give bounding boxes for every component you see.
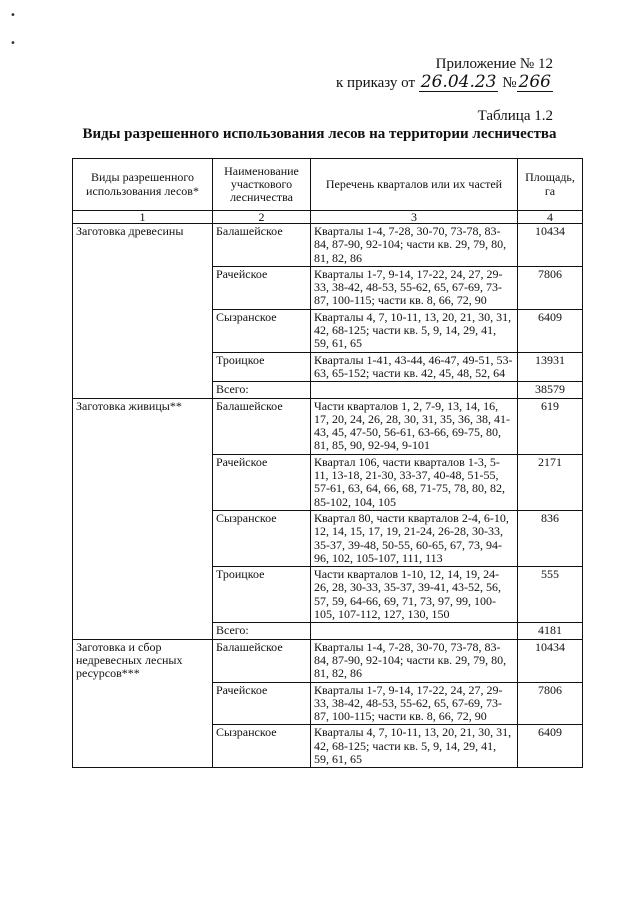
quarters-cell: Кварталы 4, 7, 10-11, 13, 20, 21, 30, 31, 42, 68-125; части кв. 5, 9, 14, 29, 41, 59, 61, 65: [311, 309, 518, 352]
area-cell: 10434: [518, 224, 583, 267]
area-cell: 2171: [518, 454, 583, 510]
scan-mark: •: [10, 10, 16, 21]
table-row: [73, 639, 583, 682]
forestry-cell: Балашейское: [213, 224, 311, 267]
total-area: 4181: [518, 623, 583, 639]
forestry-cell: Рачейское: [213, 682, 311, 725]
forestry-cell: Сызранское: [213, 725, 311, 768]
column-number: 3: [311, 211, 518, 224]
appendix-number: Приложение № 12: [435, 56, 553, 72]
area-cell: 6409: [518, 725, 583, 768]
column-number: 1: [73, 211, 213, 224]
area-cell: 7806: [518, 682, 583, 725]
column-number-row: [73, 211, 583, 224]
area-cell: 6409: [518, 309, 583, 352]
scan-mark: •: [10, 38, 16, 49]
quarters-cell: Кварталы 1-41, 43-44, 46-47, 49-51, 53-63, 65-152; части кв. 42, 45, 48, 52, 64: [311, 352, 518, 382]
quarters-cell: Части кварталов 1, 2, 7-9, 13, 14, 16, 17, 20, 24, 26, 28, 30, 31, 35, 36, 38, 41-43, 45, 47-50, 56-61, 63-66, 69-75, 80, 81, 85, 90, 92-94, 9-101: [311, 398, 518, 454]
total-label: Всего:: [213, 623, 311, 639]
table-title: Виды разрешенного использования лесов на территории лесничества: [82, 126, 557, 142]
quarters-cell: [311, 382, 518, 398]
quarters-cell: Квартал 106, части кварталов 1-3, 5-11, 13-18, 21-30, 33-37, 40-48, 51-55, 57-61, 63, 64, 66, 68, 71-75, 78, 80, 82, 85-102, 104, 105: [311, 454, 518, 510]
area-cell: 7806: [518, 266, 583, 309]
use-type-cell: Заготовка и сбор недревесных лесных ресурсов***: [73, 639, 213, 768]
quarters-cell: Кварталы 1-4, 7-28, 30-70, 73-78, 83-84, 87-90, 92-104; части кв. 29, 79, 80, 81, 82, 86: [311, 224, 518, 267]
column-number: 4: [518, 211, 583, 224]
table-label: Таблица 1.2: [477, 108, 553, 124]
quarters-cell: Кварталы 1-4, 7-28, 30-70, 73-78, 83-84, 87-90, 92-104; части кв. 29, 79, 80, 81, 82, 86: [311, 639, 518, 682]
quarters-cell: Части кварталов 1-10, 12, 14, 19, 24-26, 28, 30-33, 35-37, 39-41, 43-52, 56, 57, 59, 64-66, 69, 71, 73, 97, 99, 100-105, 107-112, 127, 130, 150: [311, 567, 518, 623]
column-header-use-type: Виды разрешенного использования лесов*: [73, 159, 213, 211]
forestry-cell: Сызранское: [213, 510, 311, 566]
forestry-cell: Троицкое: [213, 567, 311, 623]
column-header-forestry: Наименование участкового лесничества: [213, 159, 311, 211]
quarters-cell: Кварталы 1-7, 9-14, 17-22, 24, 27, 29-33, 38-42, 48-53, 55-62, 65, 67-69, 73-87, 100-115; части кв. 8, 66, 72, 90: [311, 266, 518, 309]
forestry-cell: Сызранское: [213, 309, 311, 352]
forestry-cell: Балашейское: [213, 398, 311, 454]
total-area: 38579: [518, 382, 583, 398]
total-label: Всего:: [213, 382, 311, 398]
area-cell: 13931: [518, 352, 583, 382]
order-prefix: к приказу от: [336, 75, 416, 91]
column-number: 2: [213, 211, 311, 224]
forestry-cell: Троицкое: [213, 352, 311, 382]
column-header-quarters: Перечень кварталов или их частей: [311, 159, 518, 211]
area-cell: 10434: [518, 639, 583, 682]
forestry-cell: Рачейское: [213, 266, 311, 309]
forestry-cell: Балашейское: [213, 639, 311, 682]
appendix-header: [336, 55, 553, 93]
area-cell: 836: [518, 510, 583, 566]
table-row: [73, 224, 583, 267]
use-type-cell: Заготовка живицы**: [73, 398, 213, 639]
number-sign: №: [502, 75, 517, 91]
forestry-cell: Рачейское: [213, 454, 311, 510]
quarters-cell: [311, 623, 518, 639]
order-date: 26.04.23: [420, 72, 497, 92]
area-cell: 555: [518, 567, 583, 623]
area-cell: 619: [518, 398, 583, 454]
quarters-cell: Кварталы 4, 7, 10-11, 13, 20, 21, 30, 31, 42, 68-125; части кв. 5, 9, 14, 29, 41, 59, 61, 65: [311, 725, 518, 768]
quarters-cell: Кварталы 1-7, 9-14, 17-22, 24, 27, 29-33, 38-42, 48-53, 55-62, 65, 67-69, 73-87, 100-115; части кв. 8, 66, 72, 90: [311, 682, 518, 725]
forest-use-table: [72, 158, 583, 768]
order-reference: [336, 74, 553, 93]
table-header-row: [73, 159, 583, 211]
table-row: [73, 398, 583, 454]
order-number: 266: [518, 72, 551, 92]
column-header-area: Площадь, га: [518, 159, 583, 211]
quarters-cell: Квартал 80, части кварталов 2-4, 6-10, 12, 14, 15, 17, 19, 21-24, 26-28, 30-33, 35-37, 39-48, 50-55, 60-65, 67, 73, 94-96, 102, 105-107, 111, 113: [311, 510, 518, 566]
use-type-cell: Заготовка древесины: [73, 224, 213, 399]
